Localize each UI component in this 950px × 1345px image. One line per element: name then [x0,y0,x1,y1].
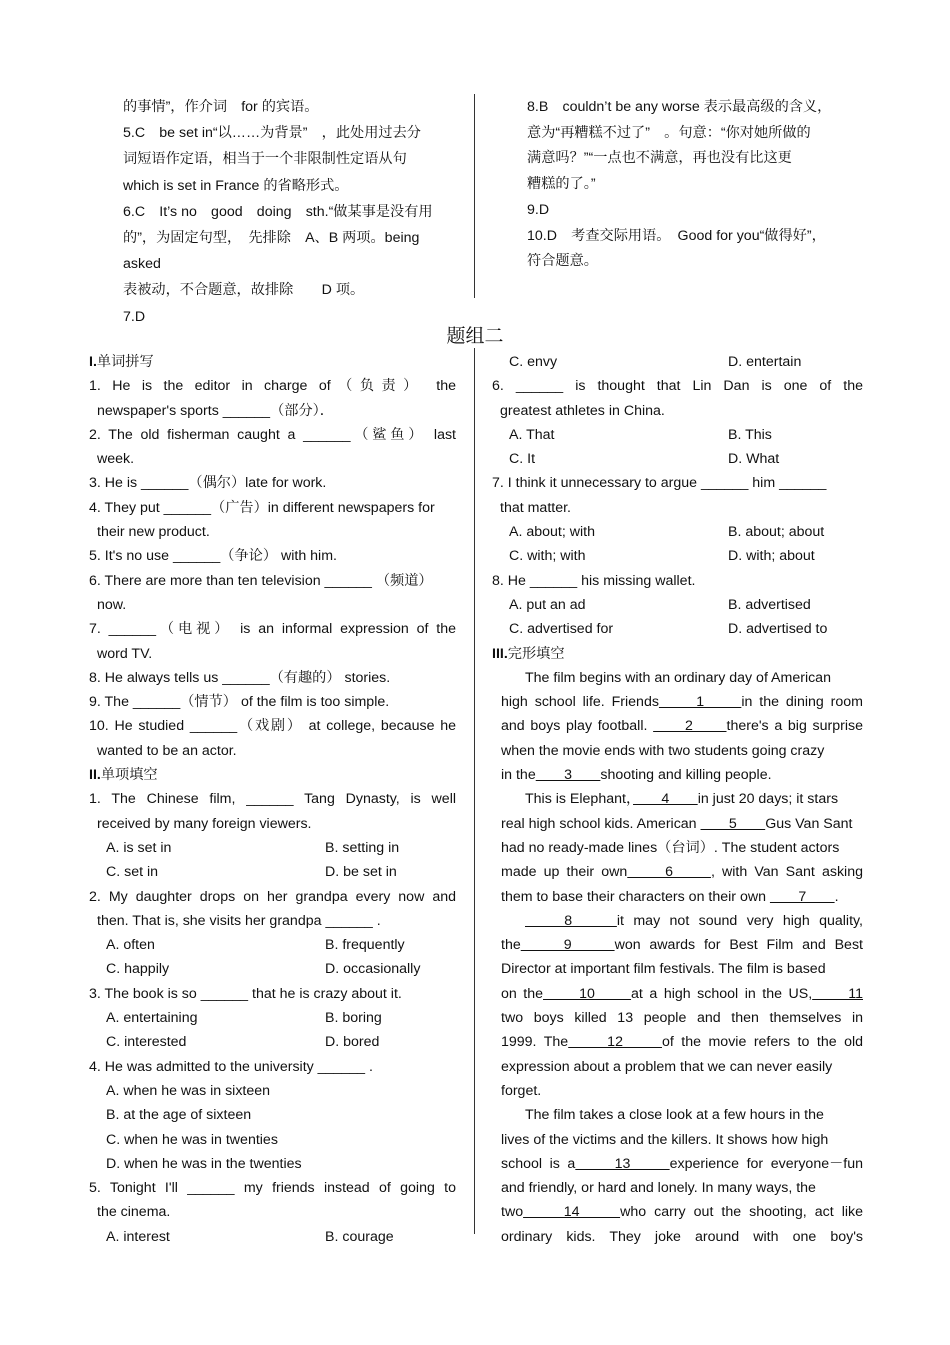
blank: 3 [535,767,601,784]
question-line: week. [97,451,135,468]
question-line: their new product. [97,524,210,541]
passage-line: ordinary kids. They joke around with one boy's [501,1228,863,1245]
passage-line: on the 10 at a high school in the US, 11 [501,985,863,1002]
passage-line: real high school kids. American 5 Gus Van Sant [501,815,853,832]
answer-line: 7.D [123,308,146,325]
answer-line: 10.D 考查交际用语。 Good for you“做得好”， [527,227,826,244]
option-row: C. happily D. occasionally [106,961,421,978]
blank: 6 [627,864,711,881]
passage-line: This is Elephant， 4 in just 20 days; it stars [525,791,839,808]
answer-line: 词短语作定语，相当于一个非限制性定语从句 [123,151,407,168]
question-line: 4. They put ______（广告）in different newspapers for [89,499,435,516]
blank: 11 [812,985,863,1002]
answer-line: 糟糕的了。” [527,176,596,193]
section-title: 题组二 [446,325,504,347]
passage-line: them to base their characters on their own 7 . [501,888,839,905]
cloze-passage [492,666,863,1249]
option-line: B. at the age of sixteen [106,1107,252,1124]
passage-line: the 9 won awards for Best Film and Best [501,937,863,954]
answer-line: which is set in France 的省略形式。 [123,177,349,194]
left-column [89,350,456,1249]
passage-line: high school life. Friends 1 in the dining room [501,694,864,711]
question-line: greatest athletes in China. [500,402,665,419]
question-line: that matter. [500,499,571,516]
option-row: A. interest B. courage [106,1228,394,1245]
option-row: A. That B. This [509,426,772,443]
passage-line: two boys killed 13 people and then themselves in [501,1010,863,1027]
option-row: A. entertaining B. boring [106,1010,382,1027]
question-line: 3. He is ______（偶尔）late for work. [89,475,327,492]
blank: 10 [543,985,632,1002]
question-line: 2. The old fisherman caught a ______（鲨鱼） last [89,426,456,443]
answer-line: 表被动，不合题意，故排除 D 项。 [123,282,365,299]
section-heading-2: II.单项填空 [89,767,158,784]
column-divider-top [474,94,475,298]
blank: 13 [575,1155,670,1172]
passage-line: 1999. The 12 of the movie refers to the old [501,1034,864,1051]
question-line: 7. ______（电视） is an informal expression of the [89,621,456,638]
passage-line: 8 it may not sound very high quality, [525,912,863,929]
question-line: 1. The Chinese film, ______ Tang Dynasty, is well [89,791,456,808]
passage-line: The film takes a close look at a few hours in the [525,1107,824,1124]
answer-line: 满意吗？”“一点也不满意，再也没有比这更 [527,150,792,167]
answer-line: 8.B couldn’t be any worse 表示最高级的含义， [527,99,832,115]
blank: 2 [653,718,727,735]
blank: 4 [633,791,698,808]
question-line: newspaper's sports ______（部分）． [97,402,334,419]
option-line: A. when he was in sixteen [106,1082,271,1099]
blank: 8 [525,912,617,929]
passage-line: school is a 13 experience for everyone－fun [501,1155,864,1172]
option-row: A. often B. frequently [106,937,405,954]
answer-line: 9.D [527,201,550,218]
passage-line: when the movie ends with two students going crazy [501,742,825,759]
question-line: received by many foreign viewers. [97,815,312,832]
option-row: C. envy D. entertain [509,354,802,370]
question-line: then. That is, she visits her grandpa ______ . [97,912,381,929]
question-line: 10. He studied ______（戏剧） at college, because he [89,718,456,735]
question-line: 7. I think it unnecessary to argue ______ him ______ [492,475,827,492]
blank: 14 [523,1204,621,1221]
passage-line: forget. [501,1082,542,1099]
question-line: 6. ______ is thought that Lin Dan is one of the [492,378,863,395]
question-line: 6. There are more than ten television ______ （频道） [89,572,433,589]
blank: 12 [568,1034,662,1051]
question-line: wanted to be an actor. [97,742,237,759]
passage-line: made up their own 6 , with Van Sant asking [501,864,863,881]
blank: 5 [700,815,766,832]
option-row: C. with; with D. with; about [509,548,815,565]
top-left-answers [123,94,458,330]
blank: 9 [520,937,615,954]
question-line: 5. It's no use ______（争论） with him. [89,548,337,565]
section-heading-3: III.完形填空 [492,645,565,662]
option-row: C. interested D. bored [106,1034,380,1051]
question-line: 3. The book is so ______ that he is crazy about it. [89,985,402,1002]
blank: 7 [769,888,835,905]
question-line: 9. The ______（情节） of the film is too simple. [89,694,390,711]
option-line: D. when he was in the twenties [106,1155,302,1172]
passage-line: lives of the victims and the killers. It shows how high [501,1131,829,1148]
answer-line: 6.C It’s no good doing sth.“做某事是没有用 [123,203,433,220]
answer-line: 的事情”，作介词 for 的宾语。 [123,99,319,115]
question-line: 2. My daughter drops on her grandpa every now and [89,888,456,905]
question-line: the cinema. [97,1204,171,1221]
passage-line: The film begins with an ordinary day of American [525,669,831,686]
question-line: 4. He was admitted to the university ______ . [89,1058,373,1075]
answer-line: 5.C be set in“以……为背景” ，此处用过去分 [123,125,421,142]
column-divider-main [474,348,475,1234]
option-row: A. about; with B. about; about [509,524,825,541]
option-line: C. when he was in twenties [106,1131,278,1148]
question-line: 1. He is the editor in charge of（负责） the [89,378,456,395]
question-line: word TV. [97,645,153,662]
option-row: C. It D. What [509,451,780,468]
blank: 1 [658,694,742,711]
passage-line: and friendly, or hard and lonely. In many ways, the [501,1180,816,1197]
question-line: 5. Tonight I'll ______ my friends instead of going to [89,1180,456,1197]
passage-line: Director at important film festivals. The film is based [501,961,826,978]
passage-line: had no ready-made lines（台词）. The student actors [501,839,840,856]
option-row: C. set in D. be set in [106,864,397,881]
question-line: now. [97,596,127,613]
question-line: 8. He always tells us ______（有趣的） stories. [89,669,391,686]
right-column [492,350,863,1249]
option-row: A. is set in B. setting in [106,839,400,856]
passage-line: in the 3 shooting and killing people. [501,767,772,784]
option-row: C. advertised for D. advertised to [509,621,828,638]
answer-line: 符合题意。 [527,253,598,270]
passage-line: two 14 who carry out the shooting, act like [501,1204,863,1221]
section-heading-1: I.单词拼写 [89,354,154,370]
passage-line: and boys play football. 2 there's a big surprise [501,718,863,735]
option-row: A. put an ad B. advertised [509,596,811,613]
passage-line: expression about a problem that we can never easily [501,1058,833,1075]
top-right-answers [527,95,862,275]
answer-line: 意为“再糟糕不过了” 。句意：“你对她所做的 [527,124,811,141]
question-line: 8. He ______ his missing wallet. [492,572,696,589]
answer-line: 的”，为固定句型， 先排除 A、B 两项。being asked [123,230,420,273]
